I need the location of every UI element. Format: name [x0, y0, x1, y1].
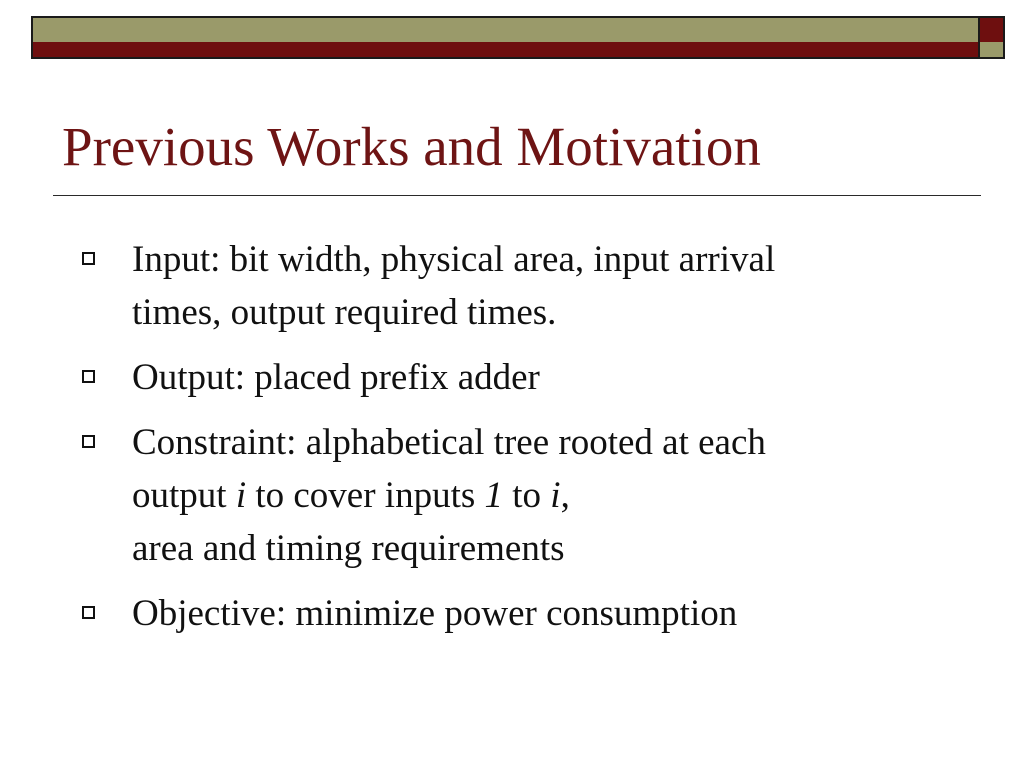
slide-title: Previous Works and Motivation — [62, 116, 761, 177]
bullet-text: Objective: minimize power consumption — [132, 593, 738, 634]
header-maroon-bar — [31, 42, 978, 59]
header-olive-bar — [31, 16, 978, 42]
hollow-square-icon — [82, 435, 95, 448]
math-variable: i — [235, 475, 247, 516]
bullet-item-constraint — [80, 416, 960, 575]
bullet-item-objective — [80, 587, 960, 640]
bullet-item-output — [80, 351, 960, 404]
title-underline — [53, 195, 981, 196]
bullet-text: times, output required times. — [132, 292, 557, 333]
text-run: , — [560, 475, 570, 516]
bullet-text: Output: placed prefix adder — [132, 357, 540, 398]
math-number: 1 — [484, 475, 503, 516]
hollow-square-icon — [82, 252, 95, 265]
hollow-square-icon — [82, 606, 95, 619]
hollow-square-icon — [82, 370, 95, 383]
bullet-text: Constraint: alphabetical tree rooted at each — [132, 422, 766, 463]
bullet-text-line — [132, 469, 960, 522]
math-variable: i — [550, 475, 561, 516]
text-run: output — [132, 475, 236, 516]
bullet-text: area and timing requirements — [132, 528, 565, 569]
text-run: to cover inputs — [246, 475, 485, 516]
bullet-item-input — [80, 233, 960, 339]
bullet-text: Input: bit width, physical area, input arrival — [132, 239, 776, 280]
header-corner-olive-square — [978, 42, 1005, 59]
header-corner-maroon-square — [978, 16, 1005, 42]
text-run: to — [503, 475, 551, 516]
bullet-list — [80, 233, 960, 652]
